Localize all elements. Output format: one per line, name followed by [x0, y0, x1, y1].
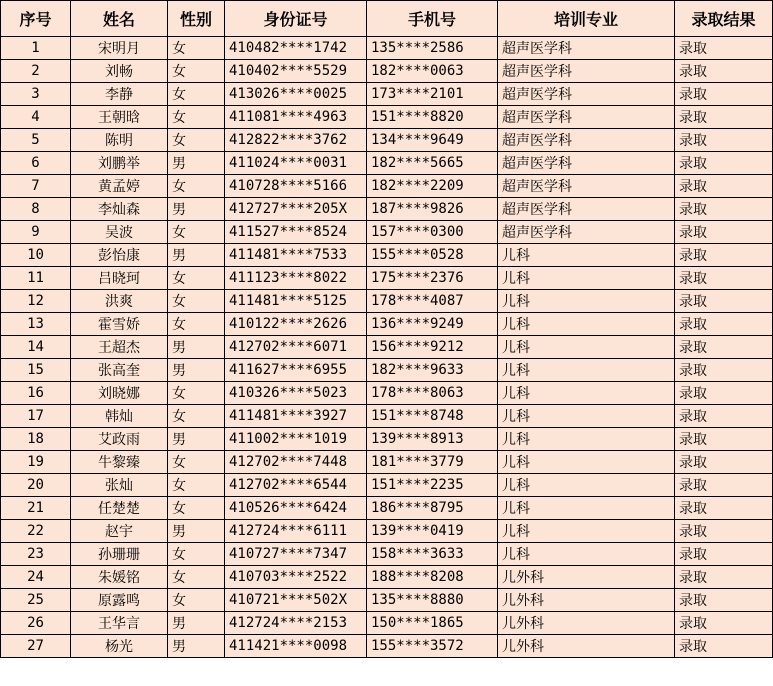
table-row [1, 198, 773, 221]
gender-cell: 女 [168, 474, 225, 497]
phone-cell: 173****2101 [367, 83, 498, 106]
gender-cell: 女 [168, 497, 225, 520]
table-row [1, 129, 773, 152]
seq-cell: 25 [1, 589, 71, 612]
major-cell: 超声医学科 [498, 129, 675, 152]
result-cell: 录取 [675, 244, 773, 267]
seq-cell: 13 [1, 313, 71, 336]
gender-cell: 女 [168, 405, 225, 428]
name-cell: 黄孟婷 [71, 175, 168, 198]
gender-cell: 女 [168, 129, 225, 152]
id-number-cell: 410703****2522 [225, 566, 367, 589]
result-cell: 录取 [675, 336, 773, 359]
gender-cell: 男 [168, 428, 225, 451]
id-number-cell: 410482****1742 [225, 37, 367, 60]
phone-cell: 136****9249 [367, 313, 498, 336]
id-number-cell: 412724****2153 [225, 612, 367, 635]
name-cell: 刘鹏举 [71, 152, 168, 175]
id-number-cell: 410727****7347 [225, 543, 367, 566]
name-cell: 陈明 [71, 129, 168, 152]
table-row [1, 497, 773, 520]
phone-cell: 155****3572 [367, 635, 498, 658]
major-cell: 超声医学科 [498, 37, 675, 60]
id-number-cell: 412822****3762 [225, 129, 367, 152]
name-cell: 李静 [71, 83, 168, 106]
result-cell: 录取 [675, 635, 773, 658]
table-row [1, 106, 773, 129]
seq-cell: 21 [1, 497, 71, 520]
id-number-cell: 412702****6071 [225, 336, 367, 359]
result-cell: 录取 [675, 129, 773, 152]
major-cell: 儿科 [498, 405, 675, 428]
id-number-cell: 411481****5125 [225, 290, 367, 313]
result-cell: 录取 [675, 175, 773, 198]
table-row [1, 451, 773, 474]
phone-cell: 158****3633 [367, 543, 498, 566]
id-number-cell: 410402****5529 [225, 60, 367, 83]
name-cell: 牛黎臻 [71, 451, 168, 474]
seq-cell: 6 [1, 152, 71, 175]
result-cell: 录取 [675, 612, 773, 635]
id-number-cell: 410122****2626 [225, 313, 367, 336]
phone-cell: 178****4087 [367, 290, 498, 313]
name-cell: 李灿森 [71, 198, 168, 221]
table-row [1, 60, 773, 83]
phone-cell: 187****9826 [367, 198, 498, 221]
phone-cell: 186****8795 [367, 497, 498, 520]
table-row [1, 566, 773, 589]
header-phone: 手机号 [367, 1, 498, 37]
result-cell: 录取 [675, 382, 773, 405]
major-cell: 儿科 [498, 497, 675, 520]
id-number-cell: 411527****8524 [225, 221, 367, 244]
table-row [1, 152, 773, 175]
table-row [1, 428, 773, 451]
header-gender: 性别 [168, 1, 225, 37]
name-cell: 杨光 [71, 635, 168, 658]
result-cell: 录取 [675, 428, 773, 451]
major-cell: 儿科 [498, 267, 675, 290]
major-cell: 超声医学科 [498, 152, 675, 175]
phone-cell: 182****2209 [367, 175, 498, 198]
seq-cell: 10 [1, 244, 71, 267]
seq-cell: 9 [1, 221, 71, 244]
seq-cell: 16 [1, 382, 71, 405]
table-body [1, 37, 773, 658]
result-cell: 录取 [675, 106, 773, 129]
table-row [1, 474, 773, 497]
result-cell: 录取 [675, 290, 773, 313]
major-cell: 超声医学科 [498, 175, 675, 198]
major-cell: 儿科 [498, 520, 675, 543]
table-row [1, 175, 773, 198]
phone-cell: 178****8063 [367, 382, 498, 405]
name-cell: 朱媛铭 [71, 566, 168, 589]
name-cell: 韩灿 [71, 405, 168, 428]
table-row [1, 612, 773, 635]
table-row [1, 359, 773, 382]
name-cell: 赵宇 [71, 520, 168, 543]
header-seq: 序号 [1, 1, 71, 37]
major-cell: 超声医学科 [498, 83, 675, 106]
seq-cell: 15 [1, 359, 71, 382]
name-cell: 原露鸣 [71, 589, 168, 612]
table-row [1, 313, 773, 336]
name-cell: 吴波 [71, 221, 168, 244]
header-id-number: 身份证号 [225, 1, 367, 37]
result-cell: 录取 [675, 451, 773, 474]
name-cell: 王华言 [71, 612, 168, 635]
phone-cell: 188****8208 [367, 566, 498, 589]
gender-cell: 女 [168, 221, 225, 244]
seq-cell: 5 [1, 129, 71, 152]
table-row [1, 83, 773, 106]
major-cell: 儿外科 [498, 566, 675, 589]
result-cell: 录取 [675, 221, 773, 244]
result-cell: 录取 [675, 474, 773, 497]
name-cell: 彭怡康 [71, 244, 168, 267]
name-cell: 王朝晗 [71, 106, 168, 129]
result-cell: 录取 [675, 543, 773, 566]
gender-cell: 女 [168, 37, 225, 60]
seq-cell: 3 [1, 83, 71, 106]
phone-cell: 155****0528 [367, 244, 498, 267]
id-number-cell: 410326****5023 [225, 382, 367, 405]
major-cell: 儿科 [498, 382, 675, 405]
gender-cell: 女 [168, 60, 225, 83]
name-cell: 艾政雨 [71, 428, 168, 451]
name-cell: 孙珊珊 [71, 543, 168, 566]
table-row [1, 290, 773, 313]
id-number-cell: 412724****6111 [225, 520, 367, 543]
phone-cell: 156****9212 [367, 336, 498, 359]
phone-cell: 175****2376 [367, 267, 498, 290]
gender-cell: 女 [168, 83, 225, 106]
gender-cell: 女 [168, 290, 225, 313]
result-cell: 录取 [675, 83, 773, 106]
major-cell: 超声医学科 [498, 198, 675, 221]
phone-cell: 182****0063 [367, 60, 498, 83]
seq-cell: 24 [1, 566, 71, 589]
id-number-cell: 411421****0098 [225, 635, 367, 658]
id-number-cell: 413026****0025 [225, 83, 367, 106]
id-number-cell: 411481****7533 [225, 244, 367, 267]
table-row [1, 405, 773, 428]
major-cell: 超声医学科 [498, 106, 675, 129]
phone-cell: 135****2586 [367, 37, 498, 60]
id-number-cell: 411481****3927 [225, 405, 367, 428]
result-cell: 录取 [675, 359, 773, 382]
gender-cell: 女 [168, 313, 225, 336]
gender-cell: 女 [168, 543, 225, 566]
result-cell: 录取 [675, 37, 773, 60]
id-number-cell: 412702****7448 [225, 451, 367, 474]
id-number-cell: 410526****6424 [225, 497, 367, 520]
table-row [1, 589, 773, 612]
name-cell: 任楚楚 [71, 497, 168, 520]
seq-cell: 4 [1, 106, 71, 129]
name-cell: 刘畅 [71, 60, 168, 83]
major-cell: 儿科 [498, 474, 675, 497]
phone-cell: 182****5665 [367, 152, 498, 175]
phone-cell: 150****1865 [367, 612, 498, 635]
gender-cell: 男 [168, 612, 225, 635]
table-row [1, 244, 773, 267]
seq-cell: 2 [1, 60, 71, 83]
gender-cell: 女 [168, 566, 225, 589]
gender-cell: 女 [168, 106, 225, 129]
result-cell: 录取 [675, 60, 773, 83]
major-cell: 儿科 [498, 336, 675, 359]
seq-cell: 23 [1, 543, 71, 566]
seq-cell: 18 [1, 428, 71, 451]
id-number-cell: 410728****5166 [225, 175, 367, 198]
major-cell: 儿科 [498, 290, 675, 313]
phone-cell: 151****8820 [367, 106, 498, 129]
id-number-cell: 411627****6955 [225, 359, 367, 382]
gender-cell: 男 [168, 244, 225, 267]
name-cell: 吕晓珂 [71, 267, 168, 290]
phone-cell: 134****9649 [367, 129, 498, 152]
major-cell: 超声医学科 [498, 60, 675, 83]
id-number-cell: 411081****4963 [225, 106, 367, 129]
result-cell: 录取 [675, 497, 773, 520]
gender-cell: 男 [168, 359, 225, 382]
gender-cell: 男 [168, 152, 225, 175]
table-row [1, 336, 773, 359]
result-cell: 录取 [675, 520, 773, 543]
major-cell: 儿科 [498, 451, 675, 474]
table-row [1, 543, 773, 566]
seq-cell: 7 [1, 175, 71, 198]
table-row [1, 221, 773, 244]
major-cell: 儿科 [498, 313, 675, 336]
result-cell: 录取 [675, 405, 773, 428]
table-row [1, 267, 773, 290]
seq-cell: 11 [1, 267, 71, 290]
header-name: 姓名 [71, 1, 168, 37]
id-number-cell: 410721****502X [225, 589, 367, 612]
major-cell: 儿外科 [498, 589, 675, 612]
table-row [1, 520, 773, 543]
major-cell: 超声医学科 [498, 221, 675, 244]
gender-cell: 男 [168, 520, 225, 543]
phone-cell: 151****8748 [367, 405, 498, 428]
phone-cell: 139****0419 [367, 520, 498, 543]
id-number-cell: 411024****0031 [225, 152, 367, 175]
header-row [1, 1, 773, 37]
seq-cell: 8 [1, 198, 71, 221]
header-major: 培训专业 [498, 1, 675, 37]
seq-cell: 20 [1, 474, 71, 497]
name-cell: 洪爽 [71, 290, 168, 313]
result-cell: 录取 [675, 267, 773, 290]
seq-cell: 26 [1, 612, 71, 635]
gender-cell: 女 [168, 175, 225, 198]
name-cell: 张灿 [71, 474, 168, 497]
major-cell: 儿科 [498, 359, 675, 382]
phone-cell: 181****3779 [367, 451, 498, 474]
table-row [1, 37, 773, 60]
major-cell: 儿外科 [498, 612, 675, 635]
gender-cell: 女 [168, 382, 225, 405]
name-cell: 宋明月 [71, 37, 168, 60]
gender-cell: 男 [168, 198, 225, 221]
result-cell: 录取 [675, 589, 773, 612]
seq-cell: 19 [1, 451, 71, 474]
gender-cell: 女 [168, 267, 225, 290]
seq-cell: 27 [1, 635, 71, 658]
result-cell: 录取 [675, 313, 773, 336]
name-cell: 王超杰 [71, 336, 168, 359]
gender-cell: 女 [168, 589, 225, 612]
seq-cell: 22 [1, 520, 71, 543]
id-number-cell: 411123****8022 [225, 267, 367, 290]
phone-cell: 139****8913 [367, 428, 498, 451]
major-cell: 儿科 [498, 244, 675, 267]
table-row [1, 635, 773, 658]
name-cell: 刘晓娜 [71, 382, 168, 405]
table-row [1, 382, 773, 405]
major-cell: 儿科 [498, 428, 675, 451]
seq-cell: 14 [1, 336, 71, 359]
phone-cell: 182****9633 [367, 359, 498, 382]
seq-cell: 12 [1, 290, 71, 313]
result-cell: 录取 [675, 566, 773, 589]
result-cell: 录取 [675, 198, 773, 221]
phone-cell: 151****2235 [367, 474, 498, 497]
result-cell: 录取 [675, 152, 773, 175]
major-cell: 儿科 [498, 543, 675, 566]
seq-cell: 17 [1, 405, 71, 428]
phone-cell: 135****8880 [367, 589, 498, 612]
id-number-cell: 412702****6544 [225, 474, 367, 497]
phone-cell: 157****0300 [367, 221, 498, 244]
gender-cell: 女 [168, 451, 225, 474]
name-cell: 霍雪娇 [71, 313, 168, 336]
gender-cell: 男 [168, 336, 225, 359]
gender-cell: 男 [168, 635, 225, 658]
seq-cell: 1 [1, 37, 71, 60]
major-cell: 儿外科 [498, 635, 675, 658]
header-result: 录取结果 [675, 1, 773, 37]
name-cell: 张高奎 [71, 359, 168, 382]
id-number-cell: 412727****205X [225, 198, 367, 221]
id-number-cell: 411002****1019 [225, 428, 367, 451]
